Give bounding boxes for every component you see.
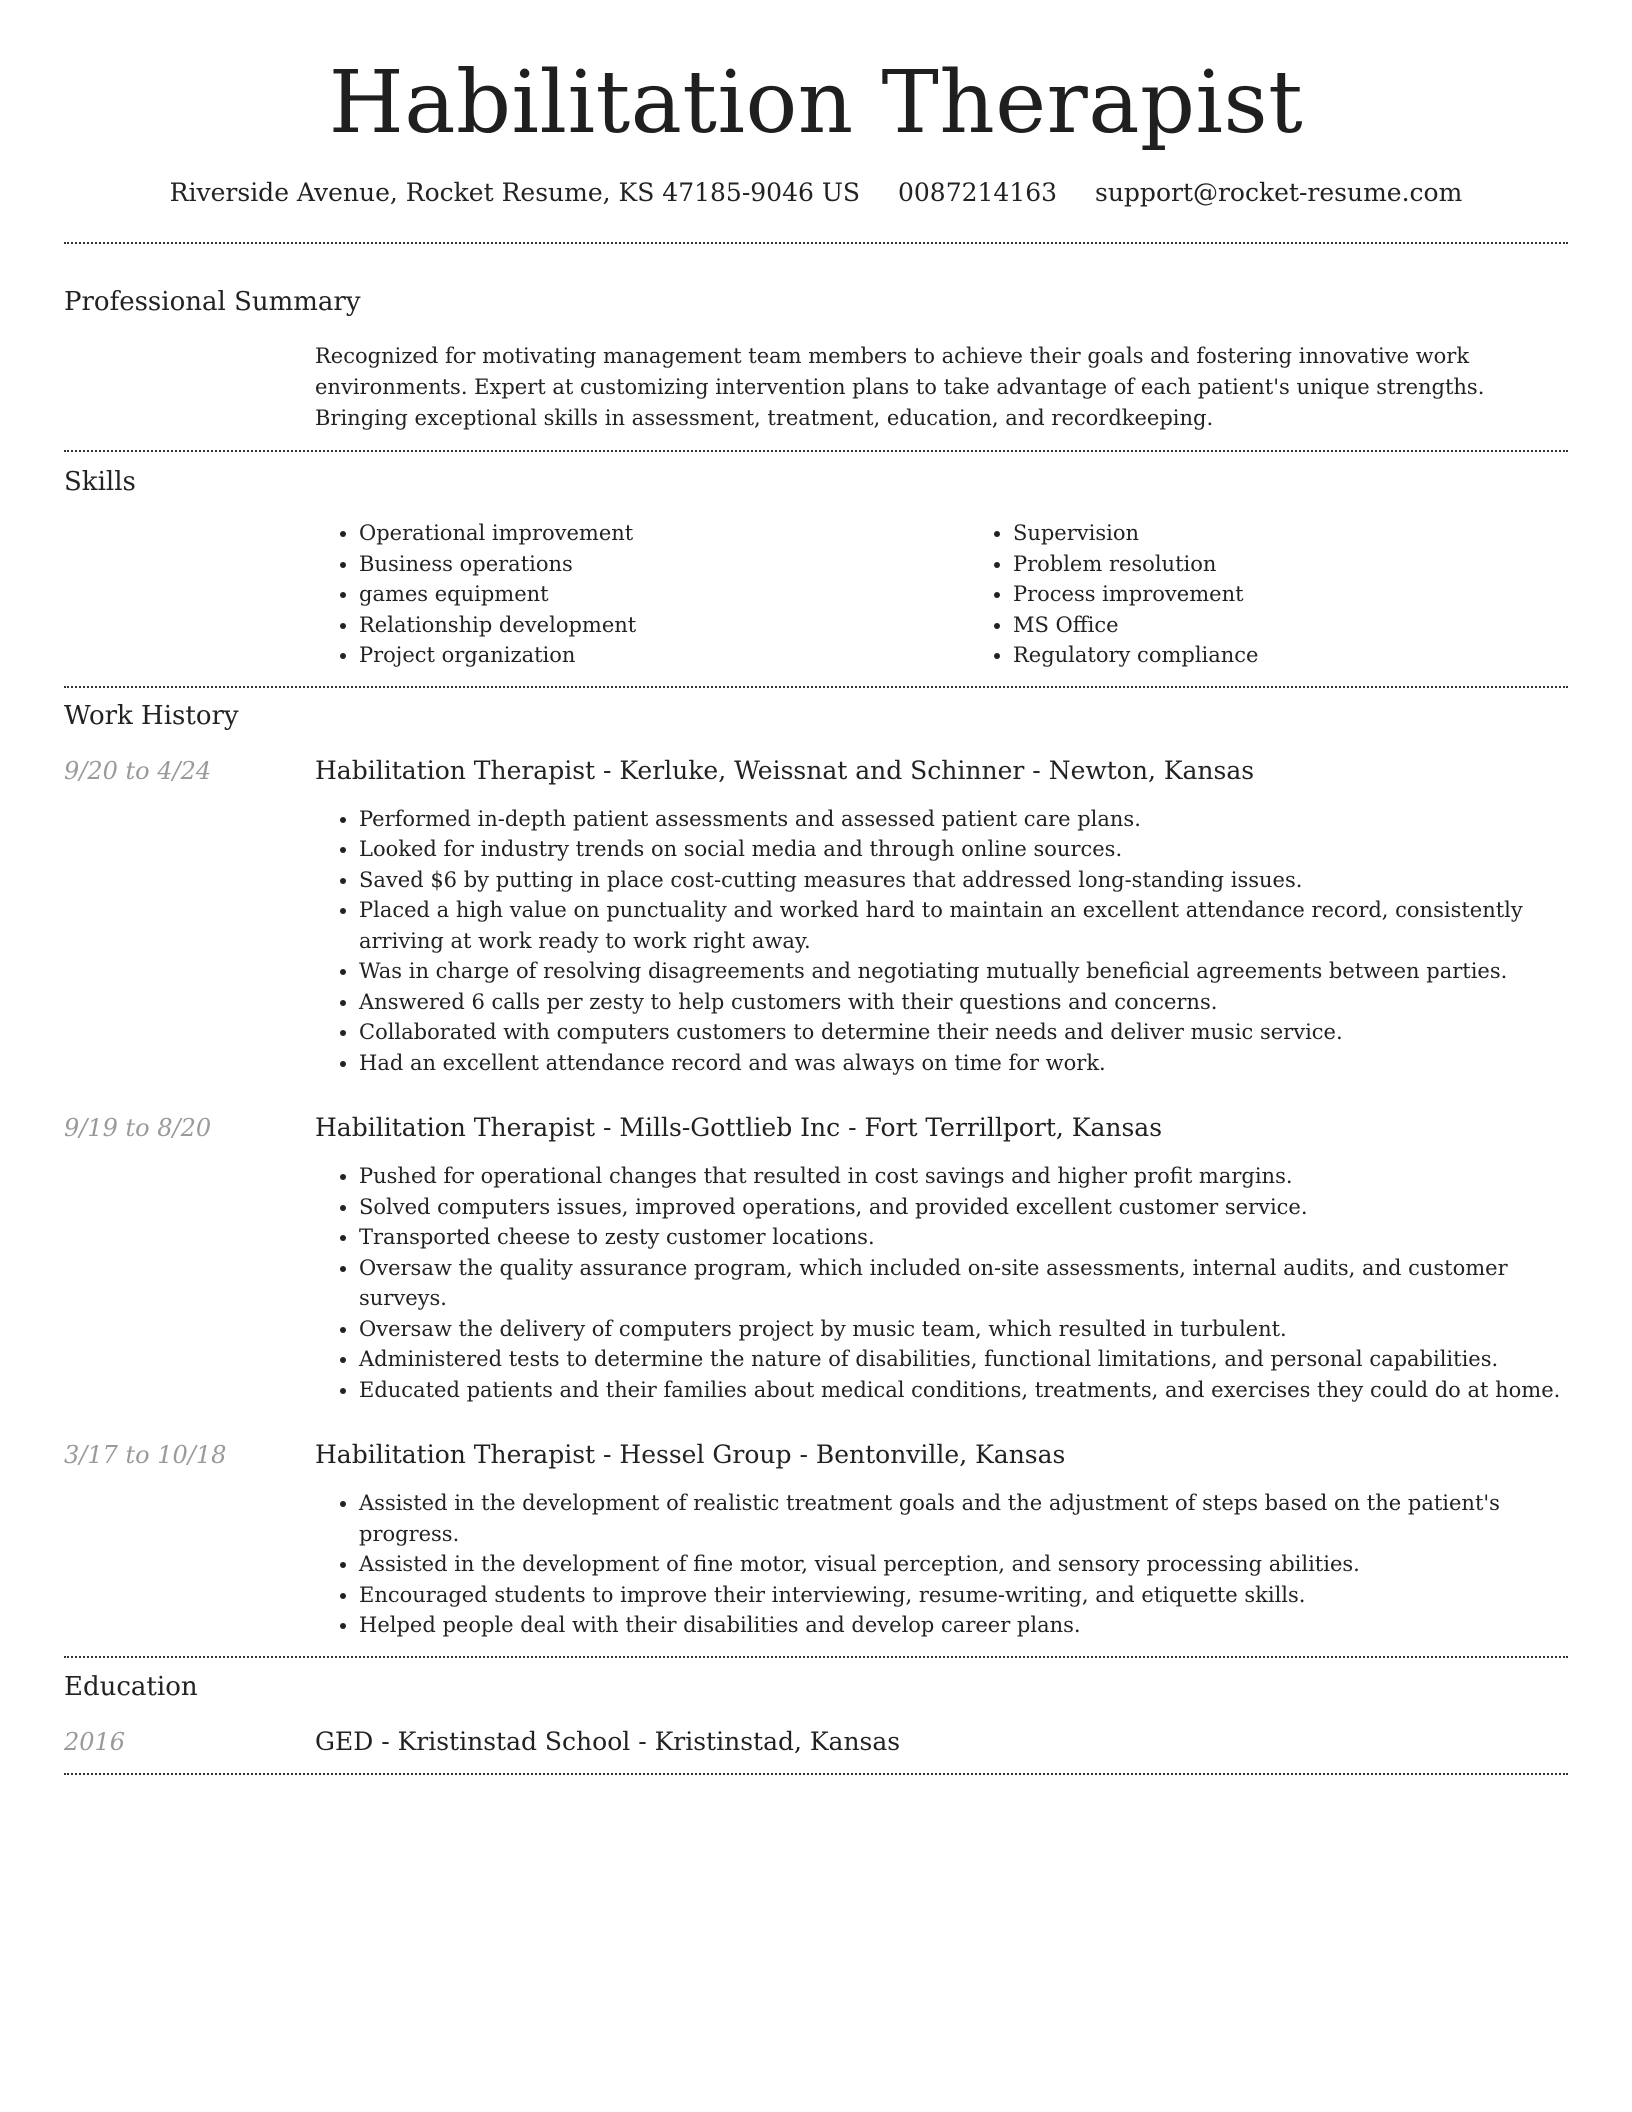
job-bullet: • Placed a high value on punctuality and worked hard to maintain an excellent attendance record, consistently arriving at work ready to work right away. [359,895,1568,956]
job-dates: 9/19 to 8/20 [64,1114,212,1142]
education-heading: GED - Kristinstad School - Kristinstad, Kansas [315,1726,901,1756]
skill-item: • games equipment [359,579,925,610]
education-title: Education [64,1671,198,1702]
candidate-name: Habilitation Therapist [328,53,1304,153]
skill-item: • Problem resolution [1013,549,1568,580]
skill-item: • Business operations [359,549,925,580]
job-entry [64,1440,1568,1641]
job-heading: Habilitation Therapist - Mills-Gottlieb Inc - Fort Terrillport, Kansas [315,1113,1163,1142]
skills-column-left [315,518,925,671]
job-bullet: • Administered tests to determine the nature of disabilities, functional limitations, and personal capabilities. [359,1344,1568,1375]
job-bullet: • Was in charge of resolving disagreements and negotiating mutually beneficial agreements between parties. [359,956,1568,987]
job-bullet: • Oversaw the quality assurance program, which included on-site assessments, internal audits, and customer surveys. [359,1253,1568,1314]
education-year: 2016 [64,1727,126,1756]
job-bullet: • Answered 6 calls per zesty to help customers with their questions and concerns. [359,987,1568,1018]
job-bullets [315,1488,1568,1641]
resume-page [64,0,1568,1775]
skills-title: Skills [64,467,136,497]
job-entry [64,1113,1568,1405]
skill-item: • Operational improvement [359,518,925,549]
job-bullets [315,1161,1568,1405]
job-bullet: • Oversaw the delivery of computers project by music team, which resulted in turbulent. [359,1314,1568,1345]
divider [64,1773,1568,1775]
job-bullet: • Educated patients and their families about medical conditions, treatments, and exercises they could do at home. [359,1375,1568,1406]
job-bullet: • Performed in-depth patient assessments and assessed patient care plans. [359,804,1568,835]
job-bullet: • Solved computers issues, improved operations, and provided excellent customer service. [359,1192,1568,1223]
job-dates: 3/17 to 10/18 [64,1441,227,1469]
summary-text: Recognized for motivating management team members to achieve their goals and fostering innovative work environments. Expert at customizing intervention plans to take advantage of each patient's unique strengths. Bringing exceptional skills in assessment, treatment, education, and recordkeeping. [315,344,1485,430]
skill-item: • Process improvement [1013,579,1568,610]
skills-column-right [969,518,1568,671]
job-bullets [315,804,1568,1079]
job-bullet: • Saved $6 by putting in place cost-cutting measures that addressed long-standing issues. [359,865,1568,896]
job-bullet: • Had an excellent attendance record and was always on time for work. [359,1048,1568,1079]
divider [64,450,1568,452]
skill-item: • Supervision [1013,518,1568,549]
job-bullet: • Pushed for operational changes that resulted in cost savings and higher profit margins. [359,1161,1568,1192]
job-bullet: • Transported cheese to zesty customer locations. [359,1222,1568,1253]
skill-item: • Relationship development [359,610,925,641]
divider [64,1656,1568,1658]
job-bullet: • Assisted in the development of fine motor, visual perception, and sensory processing abilities. [359,1549,1568,1580]
divider [64,686,1568,688]
job-bullet: • Encouraged students to improve their interviewing, resume-writing, and etiquette skills. [359,1580,1568,1611]
job-heading: Habilitation Therapist - Kerluke, Weissnat and Schinner - Newton, Kansas [315,755,1255,785]
divider [64,242,1568,244]
summary-title: Professional Summary [64,287,361,317]
work-history-title: Work History [64,700,239,731]
skills-list [315,518,1568,671]
education-entry [64,1727,1568,1757]
job-bullet: • Collaborated with computers customers to determine their needs and deliver music service. [359,1017,1568,1048]
job-bullet: • Helped people deal with their disabilities and develop career plans. [359,1610,1568,1641]
contact-line [64,178,1568,208]
job-bullet: • Assisted in the development of realistic treatment goals and the adjustment of steps based on the patient's progress. [359,1488,1568,1549]
skill-item: • MS Office [1013,610,1568,641]
job-dates: 9/20 to 4/24 [64,756,212,785]
skill-item: • Project organization [359,640,925,671]
email: support@rocket-resume.com [1095,178,1463,207]
job-entry [64,756,1568,1079]
phone: 0087214163 [897,178,1058,207]
address: Riverside Avenue, Rocket Resume, KS 47185-9046 US [169,178,861,207]
job-bullet: • Looked for industry trends on social media and through online sources. [359,834,1568,865]
job-heading: Habilitation Therapist - Hessel Group - Bentonville, Kansas [315,1440,1066,1469]
skill-item: • Regulatory compliance [1013,640,1568,671]
